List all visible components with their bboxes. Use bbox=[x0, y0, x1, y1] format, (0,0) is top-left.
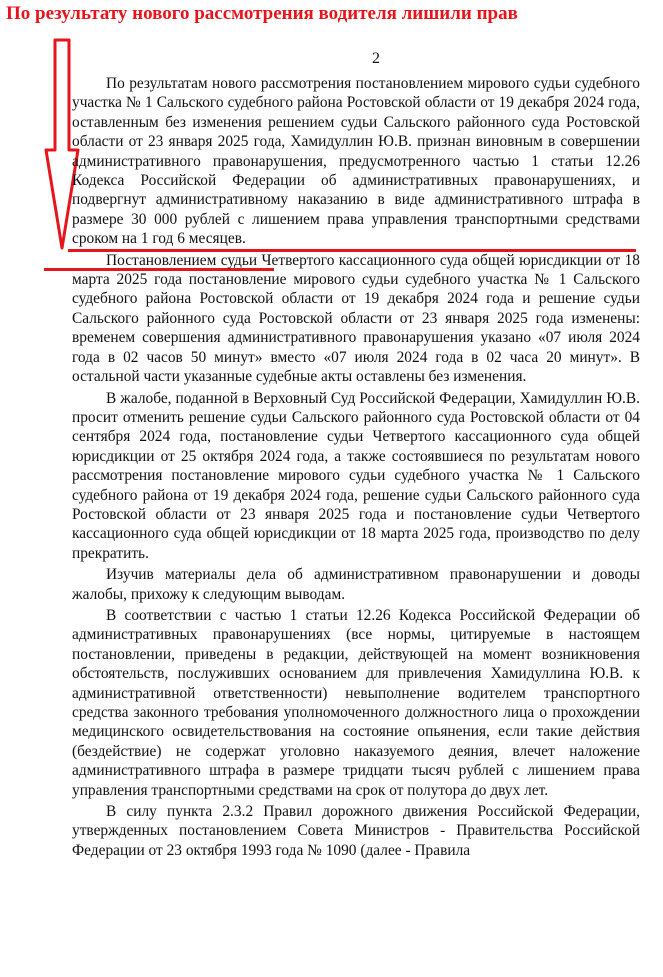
headline-annotation: По результату нового рассмотрения водителя лишили прав bbox=[6, 3, 518, 24]
paragraph: В жалобе, поданной в Верховный Суд Российской Федерации, Хамидуллин Ю.В. просит отменить решение судьи Сальского районного суда Ростовской области от 04 сентября 2024 года, постановление судьи Четвертого кассационного суда общей юрисдикции от 25 октября 2024 года, а также состоявшиеся по результатам нового рассмотрения постановление мирового судьи судебного участка № 1 Сальского судебного района от 19 декабря 2024 года, решение судьи Сальского районного суда Ростовской области от 23 января 2025 года и постановление судьи Четвертого кассационного суда общей юрисдикции от 18 марта 2025 года, производство по делу прекратить. bbox=[72, 389, 640, 562]
paragraph: По результатам нового рассмотрения постановлением мирового судьи судебного участка № 1 Сальского судебного района Ростовской области от 19 декабря 2024 года, оставленным без изменения решением судьи Сальского районного суда Ростовской области от 23 января 2025 года, Хамидуллин Ю.В. признан виновным в совершении административного правонарушения, предусмотренного частью 1 статьи 12.26 Кодекса Российской Федерации об административных правонарушениях, и подвергнут административному наказанию в виде административного штрафа в размере 30 000 рублей с лишением права управления транспортными средствами сроком на 1 год 6 месяцев. bbox=[72, 75, 640, 248]
page-number: 2 bbox=[372, 50, 380, 67]
paragraph: Изучив материалы дела об административном правонарушении и доводы жалобы, прихожу к следующим выводам. bbox=[72, 566, 640, 603]
document-body bbox=[72, 74, 640, 862]
paragraph: Постановлением судьи Четвертого кассационного суда общей юрисдикции от 18 марта 2025 года постановление мирового судьи судебного участка № 1 Сальского судебного района Ростовской области от 19 декабря 2024 года и решение судьи Сальского районного суда Ростовской области от 23 января 2025 года изменены: временем совершения административного правонарушения указано «07 июля 2024 года в 02 часов 50 минут» вместо «07 июля 2024 года в 02 часа 20 минут». В остальной части указанные судебные акты оставлены без изменения. bbox=[72, 251, 640, 386]
paragraph: В силу пункта 2.3.2 Правил дорожного движения Российской Федерации, утвержденных постановлением Совета Министров - Правительства Российской Федерации от 23 октября 1993 года № 1090 (далее - Правила bbox=[72, 803, 640, 859]
paragraph: В соответствии с частью 1 статьи 12.26 Кодекса Российской Федерации об административных правонарушениях (все нормы, цитируемые в настоящем постановлении, приведены в редакции, действующей на момент возникновения обстоятельств, послуживших основанием для привлечения Хамидуллина Ю.В. к административной ответственности) невыполнение водителем транспортного средства законного требования уполномоченного должностного лица о прохождении медицинского освидетельствования на состояние опьянения, если такие действия (бездействие) не содержат уголовно наказуемого деяния, влечет наложение административного штрафа в размере тридцати тысяч рублей с лишением права управления транспортными средствами на срок от полутора до двух лет. bbox=[72, 606, 640, 799]
